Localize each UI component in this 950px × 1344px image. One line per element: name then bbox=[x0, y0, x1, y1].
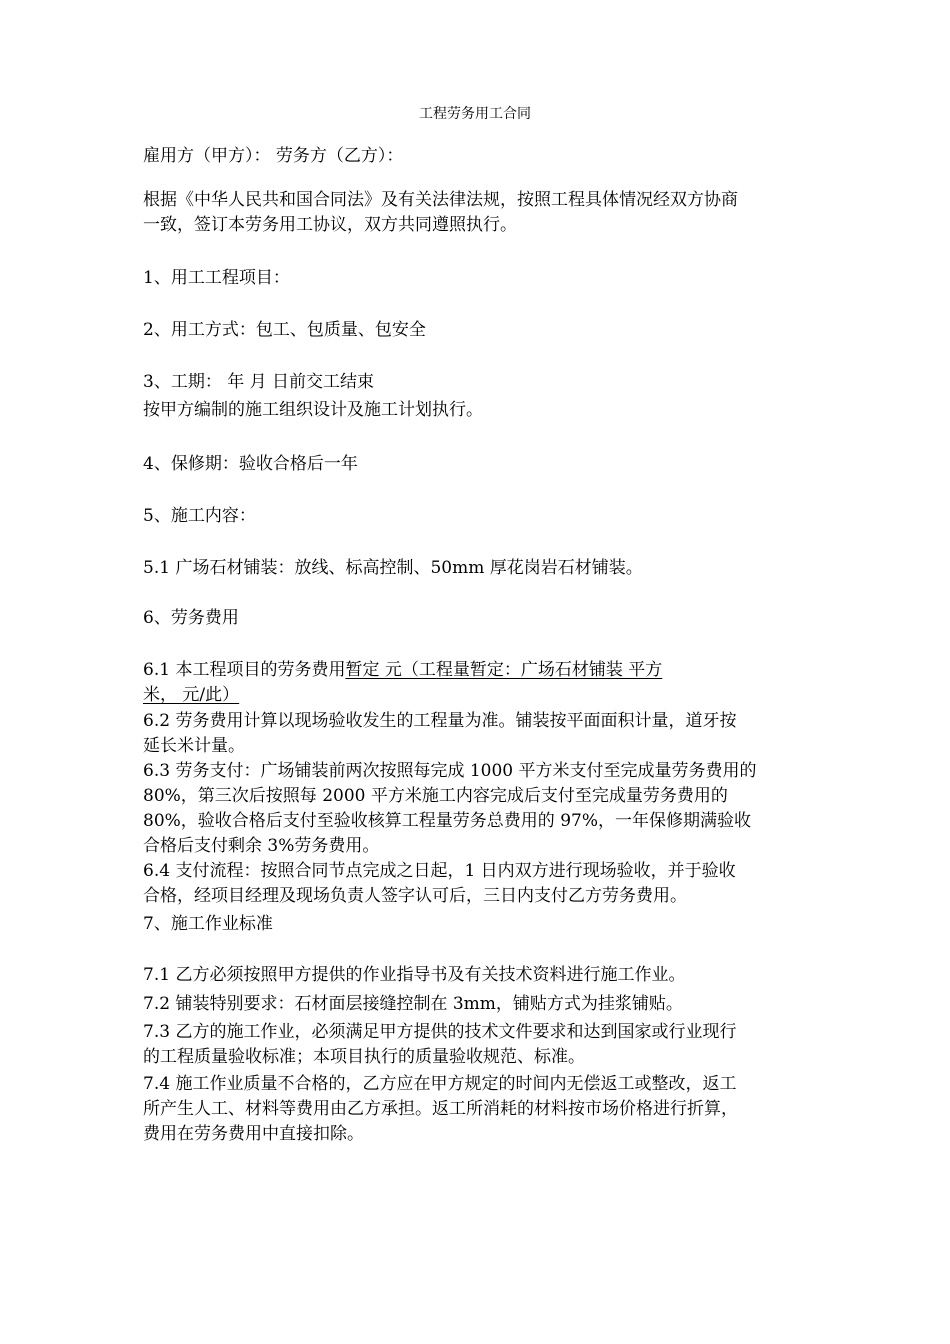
intro-line-2: 一致，签订本劳务用工协议，双方共同遵照执行。 bbox=[143, 215, 517, 235]
clause-7-3-line-2: 的工程质量验收标准；本项目执行的质量验收规范、标准。 bbox=[143, 1047, 585, 1067]
clause-7: 7、施工作业标准 bbox=[143, 914, 273, 934]
clause-3-note: 按甲方编制的施工组织设计及施工计划执行。 bbox=[143, 400, 483, 420]
clause-3: 3、工期： 年 月 日前交工结束 bbox=[143, 372, 375, 392]
clause-6: 6、劳务费用 bbox=[143, 608, 239, 628]
clause-7-1: 7.1 乙方必须按照甲方提供的作业指导书及有关技术资料进行施工作业。 bbox=[143, 965, 686, 985]
clause-6-2-line-1: 6.2 劳务费用计算以现场验收发生的工程量为准。铺装按平面面积计量，道牙按 bbox=[143, 711, 737, 731]
clause-6-1-prefix: 6.1 本工程项目的劳务费用 bbox=[143, 660, 346, 680]
clause-6-1-unit-price: 米， 元/此） bbox=[143, 685, 240, 705]
clause-4: 4、保修期：验收合格后一年 bbox=[143, 454, 358, 474]
clause-7-3-line-1: 7.3 乙方的施工作业，必须满足甲方提供的技术文件要求和达到国家或行业现行 bbox=[143, 1022, 737, 1042]
clause-6-4-line-1: 6.4 支付流程：按照合同节点完成之日起，1 日内双方进行现场验收，并于验收 bbox=[143, 861, 736, 881]
parties-line: 雇用方（甲方）： 劳务方（乙方）： bbox=[143, 146, 404, 166]
intro-line-1: 根据《中华人民共和国合同法》及有关法律法规，按照工程具体情况经双方协商 bbox=[143, 190, 738, 210]
document-title: 工程劳务用工合同 bbox=[419, 106, 531, 122]
clause-2: 2、用工方式：包工、包质量、包安全 bbox=[143, 320, 426, 340]
clause-6-3-line-2: 80%，第三次后按照每 2000 平方米施工内容完成后支付至完成量劳务费用的 bbox=[143, 786, 728, 806]
clause-6-2-line-2: 延长米计量。 bbox=[143, 736, 245, 756]
clause-7-2: 7.2 铺装特别要求：石材面层接缝控制在 3mm，铺贴方式为挂浆铺贴。 bbox=[143, 994, 683, 1014]
clause-7-4-line-3: 费用在劳务费用中直接扣除。 bbox=[143, 1124, 364, 1144]
clause-6-3-line-4: 合格后支付剩余 3%劳务费用。 bbox=[143, 836, 380, 856]
clause-7-4-line-1: 7.4 施工作业质量不合格的，乙方应在甲方规定的时间内无偿返工或整改，返工 bbox=[143, 1074, 737, 1094]
clause-5: 5、施工内容： bbox=[143, 506, 256, 526]
clause-6-4-line-2: 合格，经项目经理及现场负责人签字认可后，三日内支付乙方劳务费用。 bbox=[143, 886, 687, 906]
clause-6-1-fee-amount: 暂定 元（工程量暂定：广场石材铺装 平方 bbox=[345, 660, 663, 680]
clause-5-1: 5.1 广场石材铺装：放线、标高控制、50mm 厚花岗岩石材铺装。 bbox=[143, 558, 643, 578]
clause-6-3-line-1: 6.3 劳务支付：广场铺装前两次按照每完成 1000 平方米支付至完成量劳务费用的 bbox=[143, 761, 757, 781]
clause-6-3-line-3: 80%，验收合格后支付至验收核算工程量劳务总费用的 97%，一年保修期满验收 bbox=[143, 811, 751, 831]
clause-7-4-line-2: 所产生人工、材料等费用由乙方承担。返工所消耗的材料按市场价格进行折算， bbox=[143, 1099, 738, 1119]
clause-1: 1、用工工程项目： bbox=[143, 268, 290, 288]
clause-6-1-line-1 bbox=[143, 658, 662, 682]
clause-6-1-line-2 bbox=[143, 683, 239, 707]
